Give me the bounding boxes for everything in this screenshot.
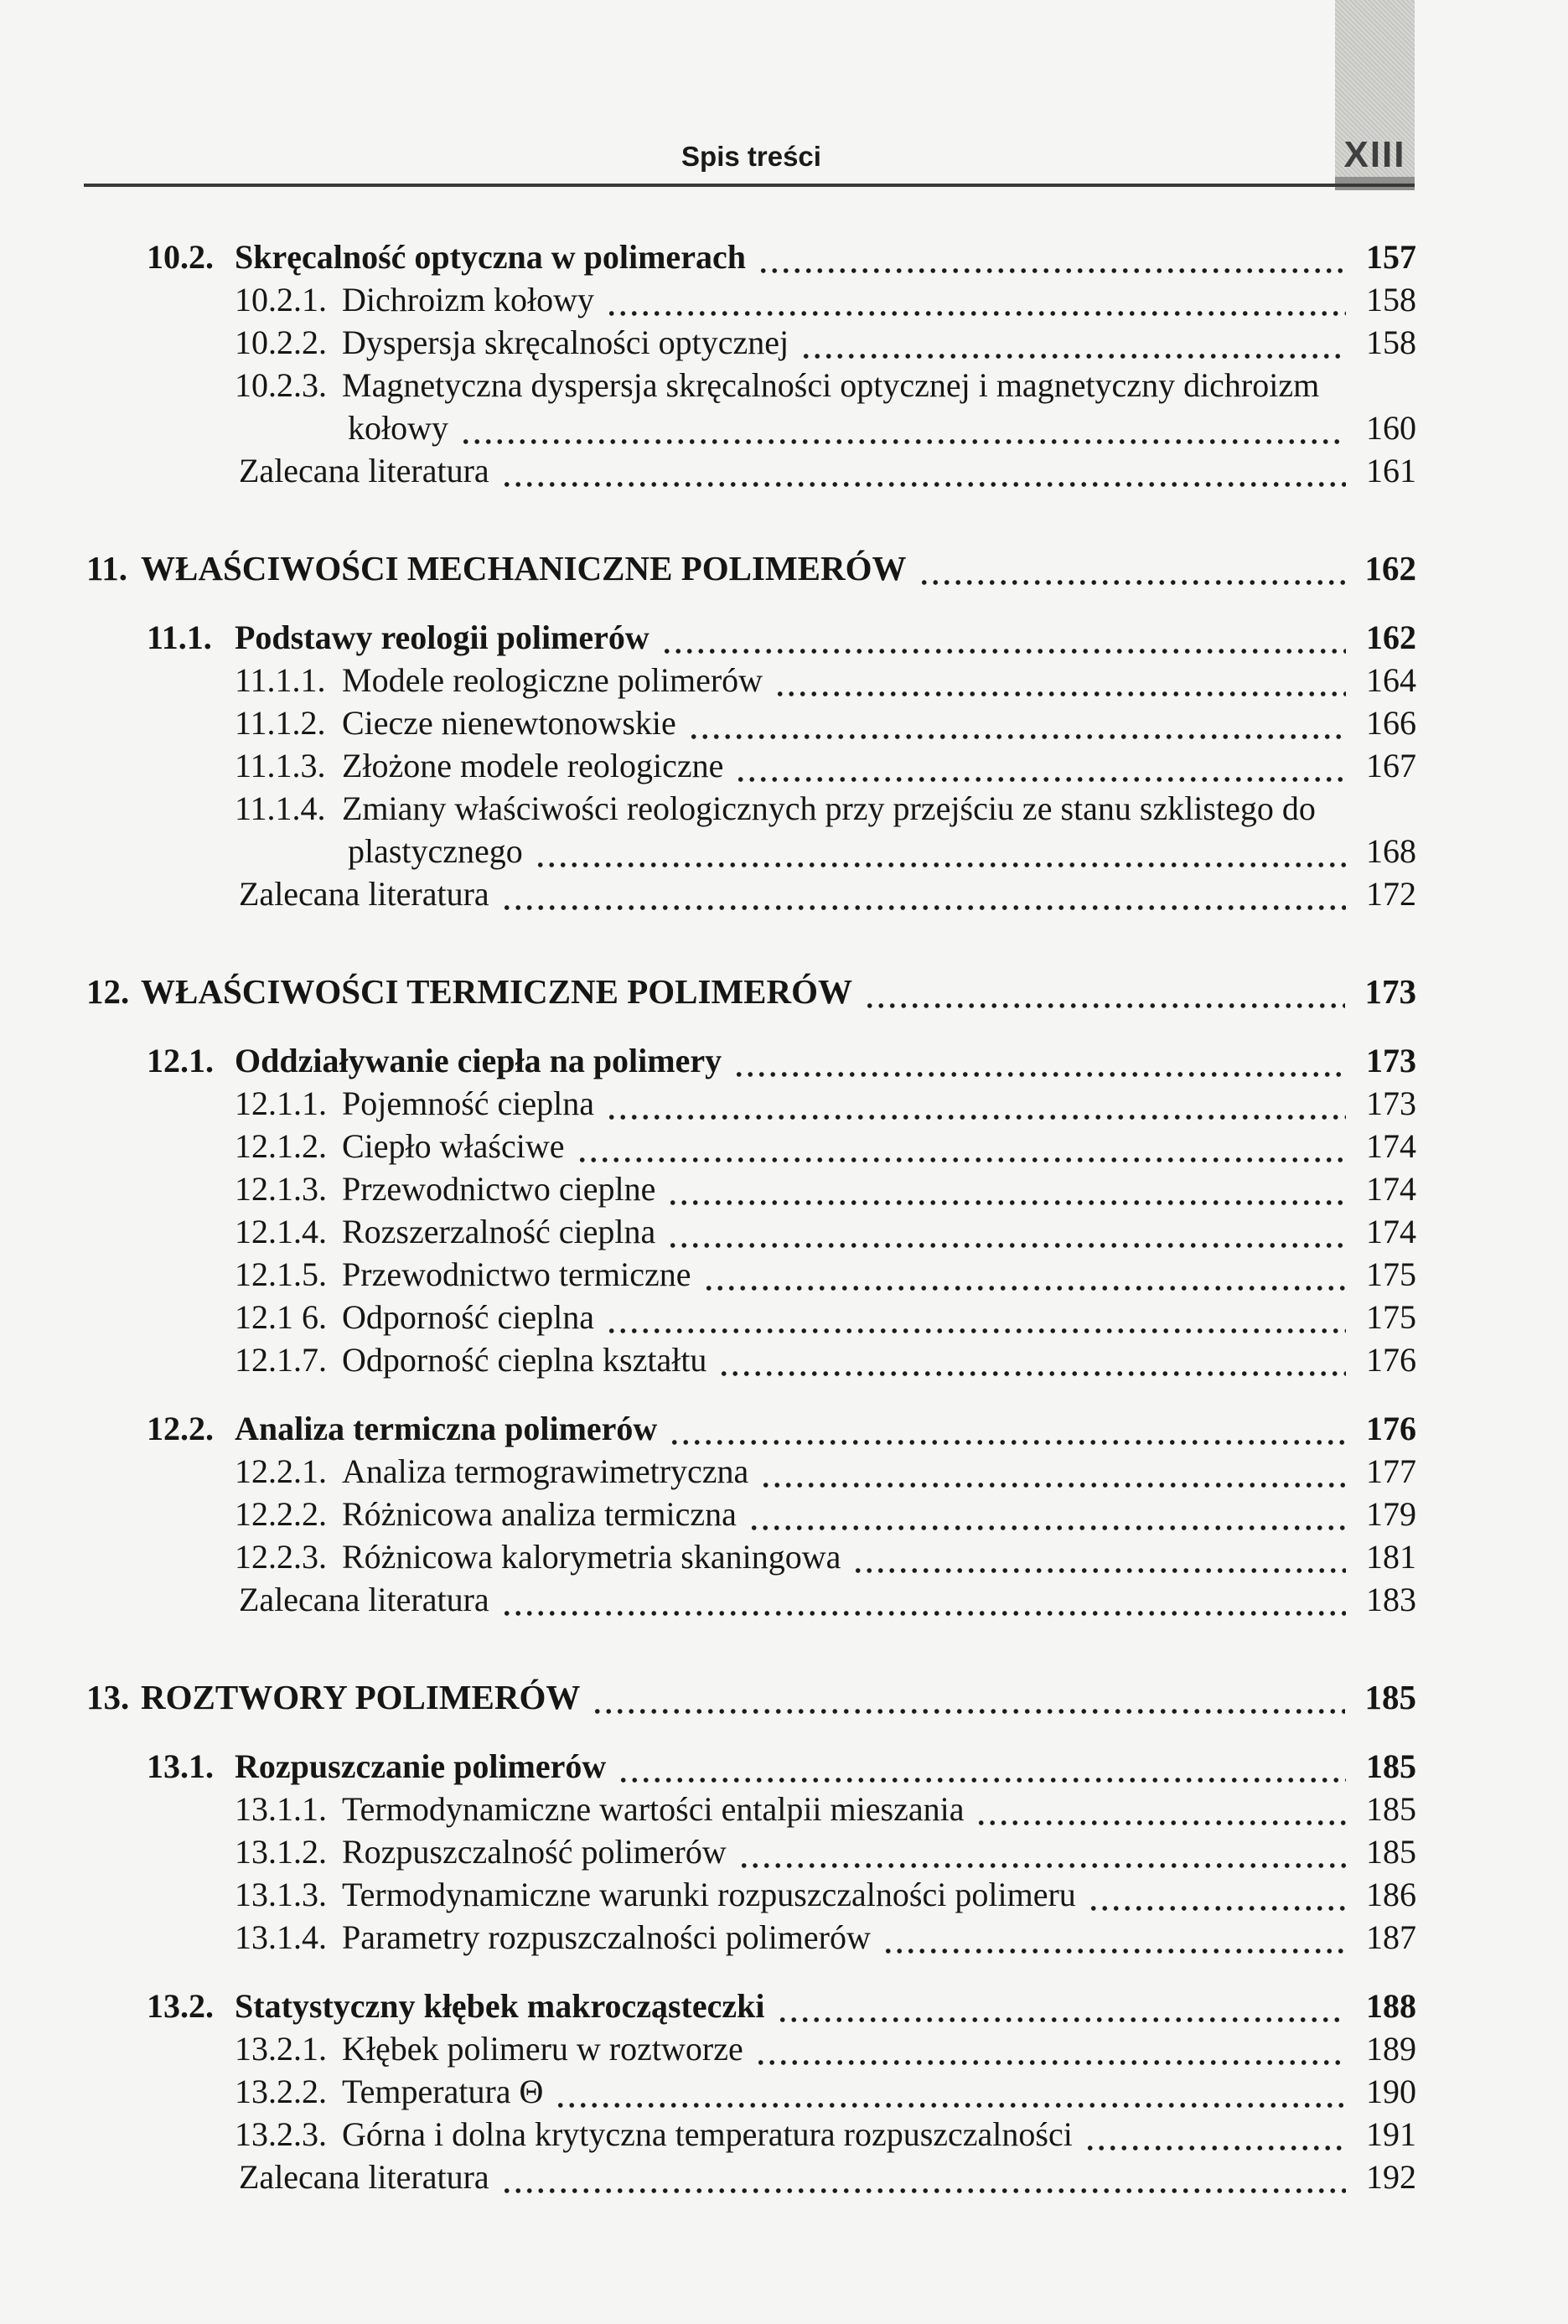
toc-entry-number: 11.1.4. bbox=[235, 789, 326, 827]
toc-entry-title: Różnicowa kalorymetria skaningowa bbox=[342, 1538, 841, 1576]
dot-leader bbox=[975, 1815, 1346, 1830]
toc-entry-number: 11.1. bbox=[147, 619, 212, 656]
toc-entry-title: Dichroizm kołowy bbox=[342, 281, 595, 318]
toc-entry-page: 173 bbox=[1366, 1042, 1416, 1079]
dot-leader bbox=[501, 477, 1346, 492]
toc-entry-number: 12.1.5. bbox=[235, 1255, 327, 1293]
toc-entry-title: WŁAŚCIWOŚCI TERMICZNE POLIMERÓW bbox=[141, 972, 852, 1011]
dot-leader bbox=[748, 1520, 1346, 1535]
toc-entry bbox=[0, 659, 1416, 701]
toc-entry-page: 181 bbox=[1366, 1538, 1416, 1576]
toc-entry bbox=[0, 2156, 1416, 2198]
toc-entry-page: 173 bbox=[1364, 972, 1416, 1011]
toc-entry-title: Przewodnictwo cieplne bbox=[342, 1170, 656, 1208]
header-rule bbox=[84, 184, 1415, 187]
dot-leader bbox=[606, 306, 1346, 321]
toc-entry-title: Termodynamiczne wartości entalpii mieszania bbox=[342, 1790, 965, 1828]
toc-entry bbox=[0, 1167, 1416, 1210]
dot-leader bbox=[667, 1195, 1346, 1210]
toc-entry-page: 185 bbox=[1366, 1833, 1416, 1871]
toc-entry-page: 174 bbox=[1366, 1170, 1416, 1208]
toc-entry-page: 162 bbox=[1364, 549, 1416, 587]
toc-entry-number: 12.1. bbox=[147, 1042, 214, 1079]
toc-entry-title: Skręcalność optyczna w polimerach bbox=[235, 238, 746, 276]
toc-entry-title: Temperatura Θ bbox=[342, 2073, 544, 2110]
toc-entry-number: 13.1.1. bbox=[235, 1790, 327, 1828]
toc-entry bbox=[0, 1916, 1416, 1959]
toc-entry-number: 13.1.3. bbox=[235, 1876, 327, 1913]
dot-leader bbox=[669, 1435, 1346, 1450]
toc-entry-page: 185 bbox=[1366, 1747, 1416, 1785]
toc-entry-number: 12. bbox=[86, 972, 130, 1011]
dot-leader bbox=[535, 857, 1346, 872]
toc-entry-number: 13.2.3. bbox=[235, 2115, 327, 2153]
toc-entry bbox=[0, 787, 1416, 830]
toc-entry bbox=[0, 1407, 1416, 1450]
toc-entry-page: 175 bbox=[1366, 1298, 1416, 1336]
dot-leader bbox=[592, 1704, 1344, 1719]
toc-entry-title: Rozpuszczanie polimerów bbox=[235, 1747, 607, 1785]
toc-entry-page: 177 bbox=[1366, 1452, 1416, 1490]
toc-entry-number: 10.2.2. bbox=[235, 323, 327, 361]
dot-leader bbox=[755, 2055, 1346, 2070]
toc-entry bbox=[0, 406, 1416, 449]
toc-entry-title: Podstawy reologii polimerów bbox=[235, 619, 649, 656]
dot-leader bbox=[864, 998, 1345, 1013]
toc-entry-page: 162 bbox=[1366, 619, 1416, 656]
dot-leader bbox=[919, 575, 1345, 590]
dot-leader bbox=[735, 772, 1346, 787]
toc-entry-page: 173 bbox=[1366, 1084, 1416, 1122]
toc-entry bbox=[0, 830, 1416, 872]
dot-leader bbox=[688, 729, 1346, 744]
dot-leader bbox=[882, 1944, 1346, 1959]
toc-entry-page: 168 bbox=[1366, 832, 1416, 870]
toc-entry-number: 11.1.2. bbox=[235, 704, 326, 742]
toc-entry-page: 175 bbox=[1366, 1255, 1416, 1293]
toc-entry-title: Złożone modele reologiczne bbox=[342, 747, 724, 784]
toc-entry bbox=[0, 2113, 1416, 2156]
toc-entry bbox=[0, 2070, 1416, 2113]
toc-entry-title: Górna i dolna krytyczna temperatura rozpuszczalności bbox=[342, 2115, 1073, 2153]
toc-entry bbox=[0, 970, 1416, 1013]
toc-entry-title: Analiza termograwimetryczna bbox=[342, 1452, 749, 1490]
toc-entry-page: 164 bbox=[1366, 661, 1416, 699]
toc-entry bbox=[0, 1493, 1416, 1535]
toc-entry-number: 13.2. bbox=[147, 1987, 214, 2025]
dot-leader bbox=[760, 1478, 1346, 1493]
toc-entry bbox=[0, 1125, 1416, 1167]
dot-leader bbox=[718, 1366, 1346, 1381]
toc-entry-page: 192 bbox=[1366, 2158, 1416, 2196]
page-number-roman: XIII bbox=[1343, 134, 1406, 175]
toc-entry-title: Odporność cieplna kształtu bbox=[342, 1341, 707, 1379]
toc-entry-title: Zalecana literatura bbox=[239, 452, 489, 489]
toc-entry bbox=[0, 1253, 1416, 1296]
toc-entry-title: Ciecze nienewtonowskie bbox=[342, 704, 676, 742]
toc-entry-number: 12.1.1. bbox=[235, 1084, 327, 1122]
toc-entry-title: Zalecana literatura bbox=[239, 1581, 489, 1618]
toc-entry bbox=[0, 364, 1416, 406]
toc-entry bbox=[0, 1210, 1416, 1253]
toc-entry-page: 158 bbox=[1366, 281, 1416, 318]
toc-entry-page: 160 bbox=[1366, 409, 1416, 447]
toc-entry-title: Ciepło właściwe bbox=[342, 1127, 565, 1165]
dot-leader bbox=[606, 1110, 1346, 1125]
toc-entry-title: ROZTWORY POLIMERÓW bbox=[141, 1678, 581, 1716]
toc-entry-page: 172 bbox=[1366, 875, 1416, 913]
toc-entry-number: 11. bbox=[86, 549, 127, 587]
toc-entry-title: Termodynamiczne warunki rozpuszczalności polimeru bbox=[342, 1876, 1076, 1913]
toc-entry bbox=[0, 1788, 1416, 1830]
toc-entry-title: Zalecana literatura bbox=[239, 875, 489, 913]
toc-entry bbox=[0, 1535, 1416, 1578]
toc-entry bbox=[0, 744, 1416, 787]
dot-leader bbox=[1088, 1901, 1346, 1916]
toc-entry-title: Pojemność cieplna bbox=[342, 1084, 595, 1122]
toc-entry-page: 174 bbox=[1366, 1213, 1416, 1250]
toc-entry-page: 166 bbox=[1366, 704, 1416, 742]
toc-entry-number: 10.2. bbox=[147, 238, 214, 276]
toc-entry-page: 179 bbox=[1366, 1495, 1416, 1533]
toc-entry-title: Analiza termiczna polimerów bbox=[235, 1410, 658, 1447]
toc-entry-number: 13.1. bbox=[147, 1747, 214, 1785]
toc-entry-page: 188 bbox=[1366, 1987, 1416, 2025]
toc-entry-number: 12.2.3. bbox=[235, 1538, 327, 1576]
dot-leader bbox=[738, 1858, 1346, 1873]
toc-entry-number: 12.1.2. bbox=[235, 1127, 327, 1165]
toc-entry bbox=[0, 1338, 1416, 1381]
dot-leader bbox=[777, 2012, 1347, 2027]
toc-entry-number: 13.2.1. bbox=[235, 2030, 327, 2068]
toc-entry-title: Modele reologiczne polimerów bbox=[342, 661, 763, 699]
toc-entry-number: 13. bbox=[86, 1678, 130, 1716]
toc-entry-page: 183 bbox=[1366, 1581, 1416, 1618]
toc-entry-page: 174 bbox=[1366, 1127, 1416, 1165]
toc-entry-title: Oddziaływanie ciepła na polimery bbox=[235, 1042, 722, 1079]
toc-entry bbox=[0, 1296, 1416, 1338]
toc-entry-title: Rozpuszczalność polimerów bbox=[342, 1833, 727, 1871]
dot-leader bbox=[618, 1773, 1346, 1788]
toc-entry bbox=[0, 701, 1416, 744]
toc-entry-title: Odporność cieplna bbox=[342, 1298, 595, 1336]
toc-entry bbox=[0, 321, 1416, 364]
toc-entry-page: 190 bbox=[1366, 2073, 1416, 2110]
toc-entry bbox=[0, 547, 1416, 590]
dot-leader bbox=[774, 686, 1346, 701]
running-head bbox=[86, 141, 1416, 173]
dot-leader bbox=[501, 900, 1346, 915]
toc-entry-page: 161 bbox=[1366, 452, 1416, 489]
toc-entry-page: 185 bbox=[1364, 1678, 1416, 1716]
toc-entry-title: Kłębek polimeru w roztworze bbox=[342, 2030, 743, 2068]
dot-leader bbox=[460, 434, 1346, 449]
dot-leader bbox=[577, 1152, 1347, 1167]
dot-leader bbox=[758, 263, 1346, 278]
toc-entry-page: 186 bbox=[1366, 1876, 1416, 1913]
table-of-contents bbox=[0, 236, 1416, 2198]
toc-entry-page: 167 bbox=[1366, 747, 1416, 784]
dot-leader bbox=[733, 1067, 1346, 1082]
toc-entry-title: Zmiany właściwości reologicznych przy przejściu ze stanu szklistego do bbox=[342, 789, 1316, 827]
toc-entry bbox=[0, 278, 1416, 321]
toc-entry-title: WŁAŚCIWOŚCI MECHANICZNE POLIMERÓW bbox=[141, 549, 907, 587]
toc-entry-page: 157 bbox=[1366, 238, 1416, 276]
dot-leader bbox=[703, 1281, 1346, 1296]
toc-entry-page: 191 bbox=[1366, 2115, 1416, 2153]
toc-entry-title: Magnetyczna dyspersja skręcalności optycznej i magnetyczny dichroizm bbox=[342, 366, 1320, 404]
toc-entry bbox=[0, 1873, 1416, 1916]
toc-entry-page: 187 bbox=[1366, 1918, 1416, 1956]
toc-entry bbox=[0, 449, 1416, 492]
toc-entry bbox=[0, 872, 1416, 915]
dot-leader bbox=[501, 1606, 1346, 1621]
toc-entry-page: 158 bbox=[1366, 323, 1416, 361]
toc-entry-title: kołowy bbox=[348, 409, 448, 447]
toc-entry bbox=[0, 1676, 1416, 1719]
toc-entry bbox=[0, 1578, 1416, 1621]
dot-leader bbox=[800, 349, 1346, 364]
dot-leader bbox=[606, 1323, 1346, 1338]
toc-entry-title: Zalecana literatura bbox=[239, 2158, 489, 2196]
dot-leader bbox=[501, 2183, 1346, 2198]
toc-entry-number: 12.1.3. bbox=[235, 1170, 327, 1208]
toc-entry bbox=[0, 1830, 1416, 1873]
toc-entry-title: Rozszerzalność cieplna bbox=[342, 1213, 656, 1250]
toc-entry-page: 189 bbox=[1366, 2030, 1416, 2068]
toc-entry-title: Statystyczny kłębek makrocząsteczki bbox=[235, 1987, 765, 2025]
toc-entry-title: Różnicowa analiza termiczna bbox=[342, 1495, 737, 1533]
page-title: Spis treści bbox=[681, 141, 821, 172]
toc-entry-number: 11.1.3. bbox=[235, 747, 326, 784]
toc-entry-number: 11.1.1. bbox=[235, 661, 326, 699]
toc-entry bbox=[0, 1450, 1416, 1493]
toc-entry bbox=[0, 1985, 1416, 2027]
toc-entry bbox=[0, 1039, 1416, 1082]
toc-entry bbox=[0, 2027, 1416, 2070]
toc-entry-number: 10.2.3. bbox=[235, 366, 327, 404]
toc-entry-number: 12.1.7. bbox=[235, 1341, 327, 1379]
toc-entry bbox=[0, 1082, 1416, 1125]
dot-leader bbox=[667, 1238, 1346, 1253]
toc-entry-page: 176 bbox=[1366, 1341, 1416, 1379]
toc-entry-number: 13.1.4. bbox=[235, 1918, 327, 1956]
toc-entry-title: Dyspersja skręcalności optycznej bbox=[342, 323, 789, 361]
dot-leader bbox=[661, 644, 1346, 659]
toc-entry-number: 13.2.2. bbox=[235, 2073, 327, 2110]
toc-entry bbox=[0, 236, 1416, 278]
toc-entry-title: plastycznego bbox=[348, 832, 523, 870]
dot-leader bbox=[555, 2098, 1346, 2113]
toc-entry-number: 12.1 6. bbox=[235, 1298, 327, 1336]
toc-entry-number: 12.2. bbox=[147, 1410, 214, 1447]
toc-entry-page: 176 bbox=[1366, 1410, 1416, 1447]
toc-entry bbox=[0, 616, 1416, 659]
dot-leader bbox=[1084, 2140, 1346, 2156]
toc-entry-title: Przewodnictwo termiczne bbox=[342, 1255, 691, 1293]
toc-entry-number: 12.2.2. bbox=[235, 1495, 327, 1533]
toc-entry-number: 12.1.4. bbox=[235, 1213, 327, 1250]
toc-entry-number: 13.1.2. bbox=[235, 1833, 327, 1871]
dot-leader bbox=[852, 1563, 1346, 1578]
toc-entry-page: 185 bbox=[1366, 1790, 1416, 1828]
toc-entry-number: 10.2.1. bbox=[235, 281, 327, 318]
toc-entry-title: Parametry rozpuszczalności polimerów bbox=[342, 1918, 871, 1956]
toc-entry bbox=[0, 1745, 1416, 1788]
toc-entry-number: 12.2.1. bbox=[235, 1452, 327, 1490]
